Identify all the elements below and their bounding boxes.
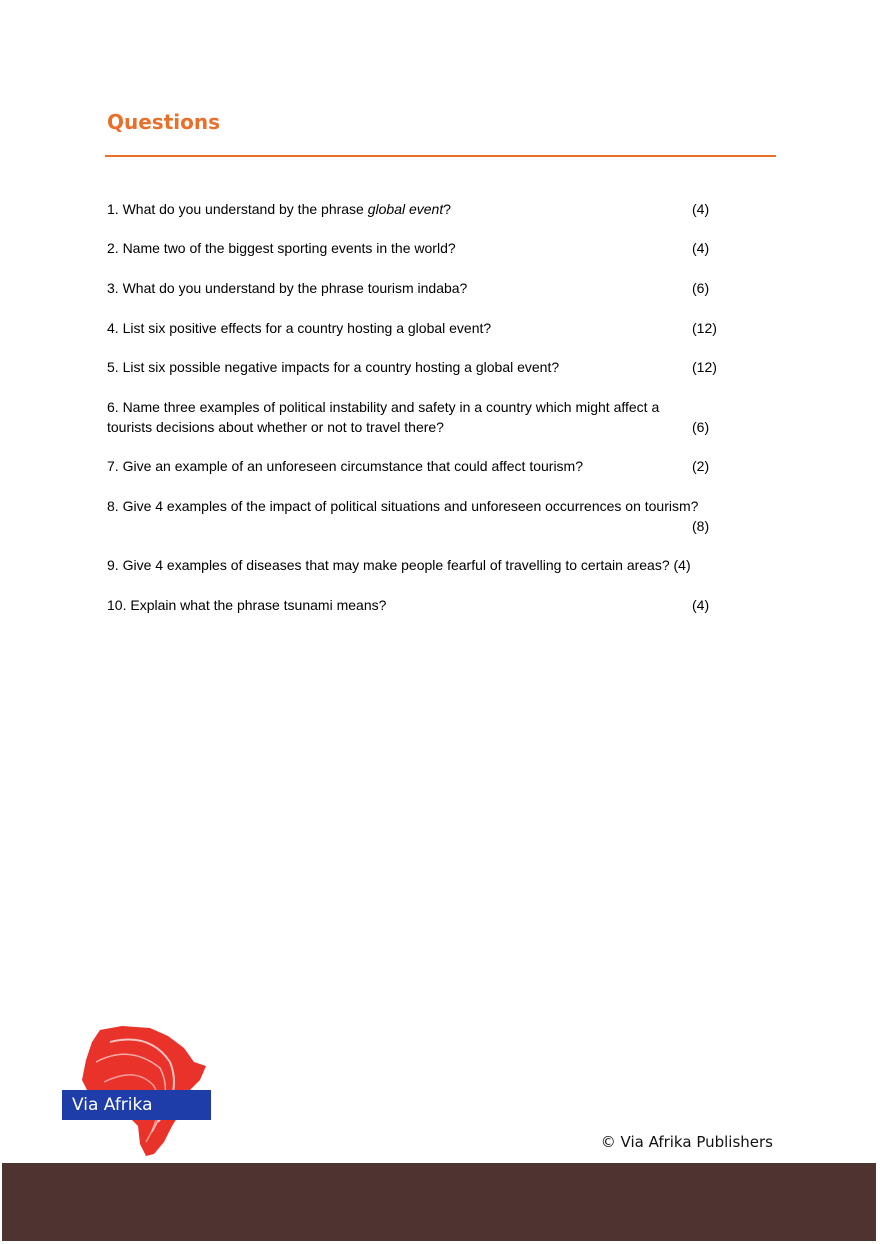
- question-text-line2: tourists decisions about whether or not to travel there?: [107, 419, 444, 435]
- question-marks: (4): [692, 597, 710, 613]
- question-9: [107, 555, 767, 575]
- question-text: 3. What do you understand by the phrase tourism indaba?: [107, 280, 468, 296]
- question-text: 8. Give 4 examples of the impact of political situations and unforeseen occurrences on tourism?: [107, 498, 699, 514]
- footer-bar: [2, 1163, 876, 1241]
- question-text: 9. Give 4 examples of diseases that may make people fearful of travelling to certain areas? (4): [107, 557, 691, 573]
- question-text: 6. Name three examples of political instability and safety in a country which might affect a: [107, 399, 660, 415]
- question-text: 1. What do you understand by the phrase: [107, 201, 368, 217]
- question-text: 5. List six possible negative impacts for a country hosting a global event?: [107, 359, 560, 375]
- logo-text: Via Afrika: [72, 1095, 153, 1115]
- page-title: Questions: [107, 110, 221, 134]
- question-marks: (12): [692, 359, 717, 375]
- question-marks: (6): [692, 419, 710, 435]
- question-7: [107, 456, 747, 476]
- question-text: 4. List six positive effects for a country hosting a global event?: [107, 320, 492, 336]
- question-10: [107, 595, 747, 615]
- question-marks: (6): [692, 280, 710, 296]
- question-text: 2. Name two of the biggest sporting events in the world?: [107, 240, 456, 256]
- question-marks: (4): [692, 201, 710, 217]
- copyright-notice: © Via Afrika Publishers: [600, 1133, 773, 1151]
- question-text: 10. Explain what the phrase tsunami means?: [107, 597, 387, 613]
- question-3: [107, 278, 747, 298]
- via-afrika-logo: [60, 1022, 215, 1162]
- question-1: [107, 199, 747, 219]
- question-8: [107, 496, 767, 534]
- question-marks: (12): [692, 320, 717, 336]
- question-emphasis: global event: [367, 201, 444, 217]
- heading-divider: [105, 155, 776, 157]
- question-marks: (4): [692, 240, 710, 256]
- question-marks: (2): [692, 458, 710, 474]
- question-5: [107, 357, 747, 377]
- question-2: [107, 238, 747, 258]
- question-text: 7. Give an example of an unforeseen circumstance that could affect tourism?: [107, 458, 583, 474]
- question-4: [107, 318, 747, 338]
- question-text-end: ?: [443, 201, 452, 217]
- question-marks: (8): [692, 518, 710, 534]
- question-6: [107, 397, 747, 437]
